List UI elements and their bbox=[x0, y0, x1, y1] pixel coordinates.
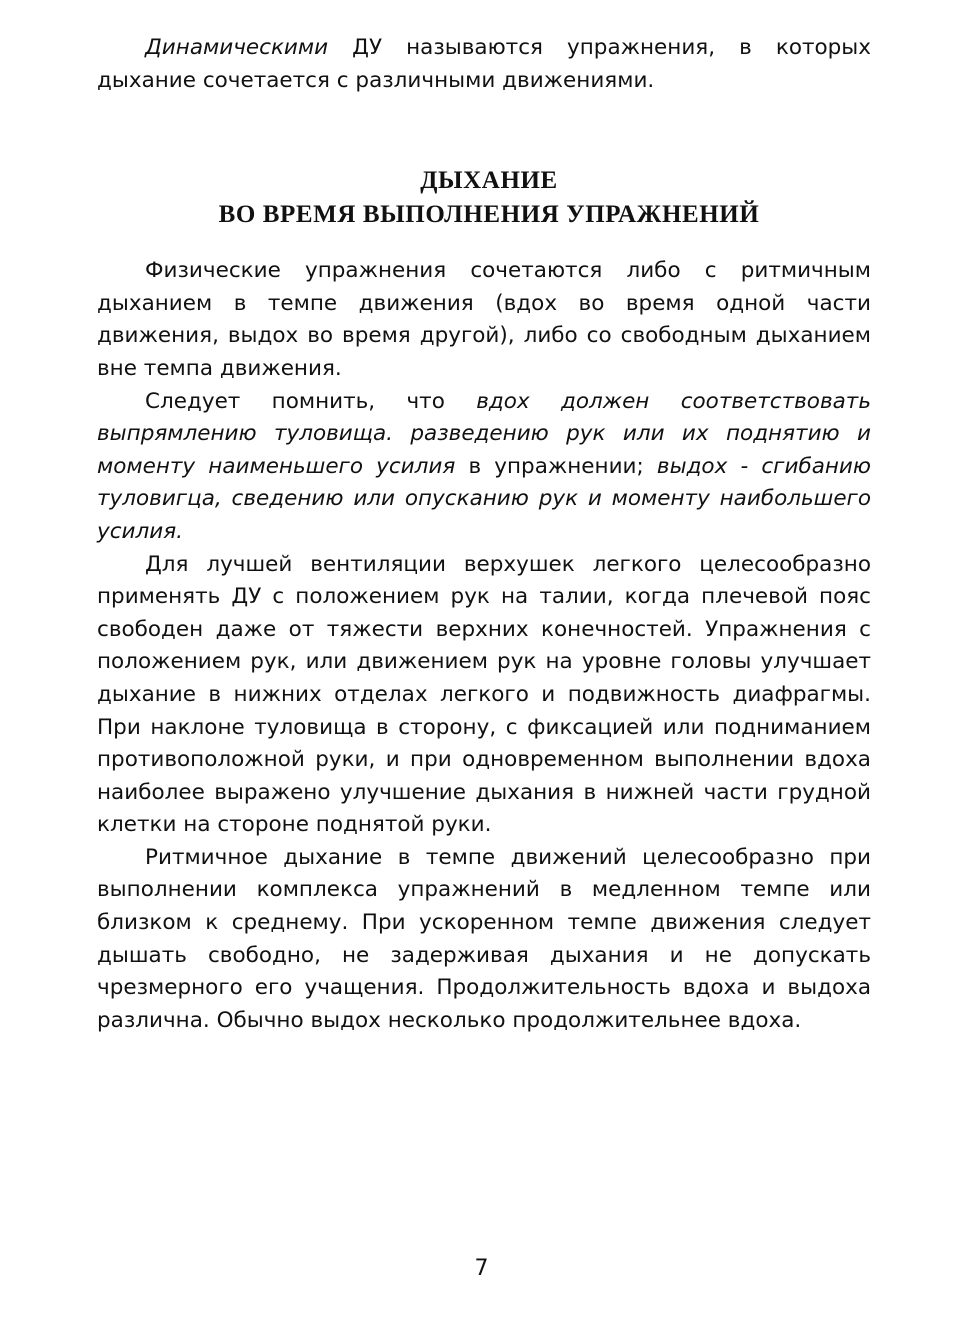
paragraph-2-italic-exhale: выдох - сгибанию туловигца, сведению или опусканию рук и моменту наибольшего усилия. bbox=[97, 453, 872, 544]
paragraph-2-start: Следует помнить, что bbox=[145, 388, 477, 414]
section-heading bbox=[97, 164, 871, 232]
section-body bbox=[97, 255, 871, 1037]
intro-term: Динамическими bbox=[145, 35, 329, 60]
paragraph-2-middle: в упражнении; bbox=[455, 453, 657, 479]
page-number: 7 bbox=[474, 1256, 489, 1281]
paragraph-2-italic-inhale: вдох должен соответствовать выпрямлению туловища. разведению рук или их поднятию и моменту наименьшего усилия bbox=[97, 388, 871, 479]
paragraph-3: Для лучшей вентиляции верхушек легкого целесообразно применять ДУ с положением рук на талии, когда плечевой пояс свободен даже от тяжести верхних конечностей. Упражнения с положением рук, или движением рук на уровне головы улучшает дыхание в нижних отделах легкого и подвижность диафрагмы. При наклоне туловища в сторону, с фиксацией или подниманием противоположной руки, и при одновременном выполнении вдоха наиболее выражено улучшение дыхания в нижней части грудной клетки на стороне поднятой руки. bbox=[97, 551, 871, 838]
intro-rest: ДУ называются упражнения, в которых дыхание сочетается с различными движениями. bbox=[97, 35, 871, 93]
heading-line-2: ВО ВРЕМЯ ВЫПОЛНЕНИЯ УПРАЖНЕНИЙ bbox=[218, 201, 760, 229]
heading-line-1: ДЫХАНИЕ bbox=[420, 167, 558, 195]
intro-paragraph bbox=[97, 32, 871, 97]
paragraph-4: Ритмичное дыхание в темпе движений целесообразно при выполнении комплекса упражнений в медленном темпе или близком к среднему. При ускоренном темпе движения следует дышать свободно, не задерживая дыхания и не допускать чрезмерного его учащения. Продолжительность вдоха и выдоха различна. Обычно выдох несколько продолжительнее вдоха. bbox=[97, 844, 871, 1033]
paragraph-1: Физические упражнения сочетаются либо с ритмичным дыханием в темпе движения (вдох во время одной части движения, выдох во время другой), либо со свободным дыханием вне темпа движения. bbox=[97, 258, 871, 381]
paragraph-2 bbox=[97, 386, 871, 549]
page-content bbox=[97, 32, 871, 1037]
